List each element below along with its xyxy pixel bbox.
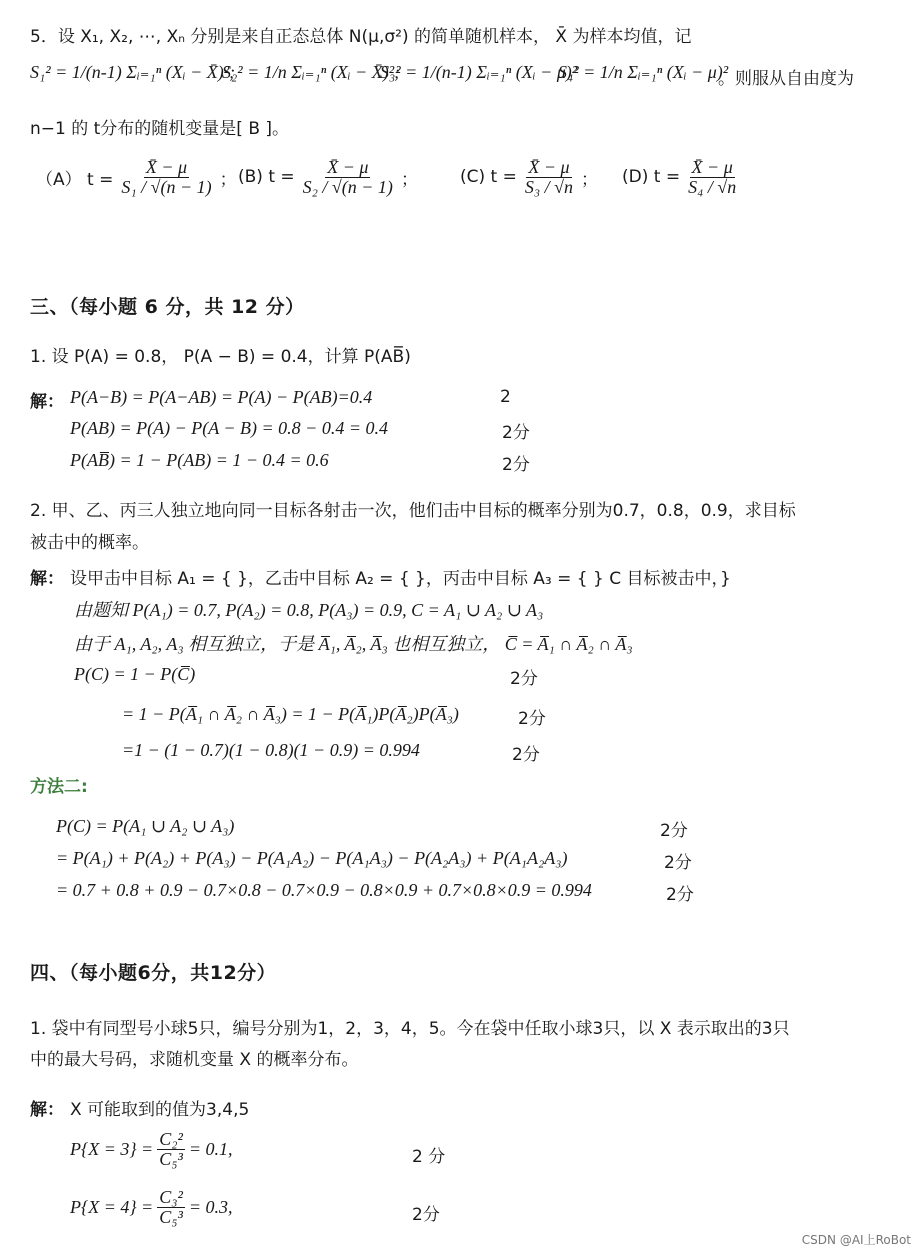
prob-numerator: C₂² [159,1129,183,1149]
option-separator: ； [581,169,598,190]
s3-q2-line2: 被击中的概率。 [30,533,149,553]
q5-line3: n−1 的 t分布的随机变量是[ B ]。 [30,119,290,139]
s3-q1: 1. 设 P(A) = 0.8， P(A − B) = 0.4，计算 P(AB̅̅) [30,347,411,367]
s4-q1-line1: 1. 袋中有同型号小球5只，编号分别为1，2，3，4，5。今在袋中任取小球3只，以 X 表示取出的3只 [30,1019,790,1039]
method2-step3-score: 2分 [666,885,694,905]
s3-q2-line1: 2. 甲、乙、丙三人独立地向同一目标各射击一次，他们击中目标的概率分别为0.7，0.8，0.9，求目标 [30,501,796,521]
option-label: （A） t = [36,169,114,190]
option-fraction [523,158,575,197]
option-numerator: X̄ − μ [145,157,188,177]
s3-q1-step3-score: 2分 [502,455,530,475]
q5-option-d [622,158,744,197]
prob-rhs: = 0.1, [188,1138,233,1159]
option-denominator: S₄ / √n [688,176,737,197]
option-numerator: X̄ − μ [528,157,570,177]
q5-option-c [460,158,598,197]
option-numerator: X̄ − μ [327,157,369,177]
s4-prob-x4-score: 2分 [412,1205,440,1225]
s3-q2-sol-line1: 设甲击中目标 A₁ = { }，乙击中目标 A₂ = { }，丙击中目标 A₃ = { } C 目标被击中，} [70,569,731,589]
q5-line1: 5．设 X₁, X₂, ⋯, Xₙ 分别是来自正态总体 N(μ,σ²) 的简单随机样本， X̄ 为样本均值，记 [30,27,692,47]
s3-q1-step3: P(AB̅̅) = 1 − P(AB) = 1 − 0.4 = 0.6 [70,450,329,470]
s3-q1-step1: P(A−B) = P(A−AB) = P(A) − P(AB)=0.4 [70,387,373,407]
q5-option-b [238,158,418,197]
option-numerator: X̄ − μ [691,157,733,177]
s4-solution-label: 解： [30,1100,64,1120]
s4-solution-intro: X 可能取到的值为3,4,5 [70,1100,250,1120]
option-separator: ； [219,169,237,190]
q5-option-a [36,158,237,197]
method2-step2-score: 2分 [664,853,692,873]
q5-s3: S₃² = 1/(n-1) Σᵢ₌₁ⁿ (Xᵢ − μ)² [380,62,578,82]
s3-q2-step3: P(C) = 1 − P(C̅) [74,664,196,684]
prob-lhs: P{X = 3} = [70,1138,154,1159]
prob-denominator: C₅³ [159,1206,183,1227]
prob-numerator: C₃² [159,1187,183,1207]
option-label: (D) t = [622,167,681,188]
prob-fraction [157,1188,185,1227]
option-separator: ； [400,169,418,190]
section3-heading: 三、（每小题 6 分，共 12 分） [30,296,305,318]
q5-s2: S₂² = 1/n Σᵢ₌₁ⁿ (Xᵢ − X̄)²; [222,62,401,82]
prob-rhs: = 0.3, [188,1196,233,1217]
s3-q1-step2: P(AB) = P(A) − P(A − B) = 0.8 − 0.4 = 0.4 [70,418,388,438]
method2-step2: = P(A₁) + P(A₂) + P(A₃) − P(A₁A₂) − P(A₁A₃) − P(A₂A₃) + P(A₁A₂A₃) [56,848,568,868]
option-label: (B) t = [238,167,295,188]
s3-q2-step4: = 1 − P(A̅₁ ∩ A̅₂ ∩ A̅₃) = 1 − P(A̅₁)P(A̅₂)P(A̅₃) [122,704,459,724]
s3-q2-step2: 由于 A₁, A₂, A₃ 相互独立，于是 A̅₁, A̅₂, A̅₃ 也相互独立， C̅ = A̅₁ ∩ A̅₂ ∩ A̅₃ [74,634,633,654]
prob-denominator: C₅³ [159,1148,183,1169]
method2-step1: P(C) = P(A₁ ∪ A₂ ∪ A₃) [56,816,235,836]
s4-prob-x3-score: 2 分 [412,1147,446,1167]
method2-label: 方法二: [30,777,88,797]
s4-q1-line2: 中的最大号码，求随机变量 X 的概率分布。 [30,1050,359,1070]
method2-step1-score: 2分 [660,821,688,841]
s3-q1-step1-score: 2 [500,387,511,407]
q5-line2-tail: 。则服从自由度为 [718,69,854,89]
s4-prob-x3 [70,1130,233,1169]
s3-q2-step5: =1 − (1 − 0.7)(1 − 0.8)(1 − 0.9) = 0.994 [122,740,420,760]
s3-q2-step1: 由题知 P(A₁) = 0.7, P(A₂) = 0.8, P(A₃) = 0.9, C = A₁ ∪ A₂ ∪ A₃ [74,600,544,620]
s3-q2-solution-label: 解： [30,569,64,589]
s3-q2-step5-score: 2分 [512,745,540,765]
prob-fraction [157,1130,185,1169]
s3-q2-step4-score: 2分 [518,709,546,729]
option-denominator: S₃ / √n [524,176,573,197]
q5-s1: S₁² = 1/(n-1) Σᵢ₌₁ⁿ (Xᵢ − X̄)²; [30,62,236,82]
option-fraction [686,158,738,197]
option-fraction [119,158,213,197]
q5-s4: S₄² = 1/n Σᵢ₌₁ⁿ (Xᵢ − μ)² [558,62,729,82]
option-fraction [301,158,395,197]
option-label: (C) t = [460,167,517,188]
s3-q1-solution-label: 解： [30,392,64,412]
section4-heading: 四、（每小题6分，共12分） [30,962,277,984]
watermark: CSDN @AI上RoBot [801,1233,911,1247]
s3-q2-step3-score: 2分 [510,669,538,689]
s4-prob-x4 [70,1188,233,1227]
option-denominator: S₁ / √(n − 1) [121,176,212,197]
option-denominator: S₂ / √(n − 1) [302,176,393,197]
prob-lhs: P{X = 4} = [70,1196,154,1217]
method2-step3: = 0.7 + 0.8 + 0.9 − 0.7×0.8 − 0.7×0.9 − 0.8×0.9 + 0.7×0.8×0.9 = 0.994 [56,880,592,900]
s3-q1-step2-score: 2分 [502,423,530,443]
